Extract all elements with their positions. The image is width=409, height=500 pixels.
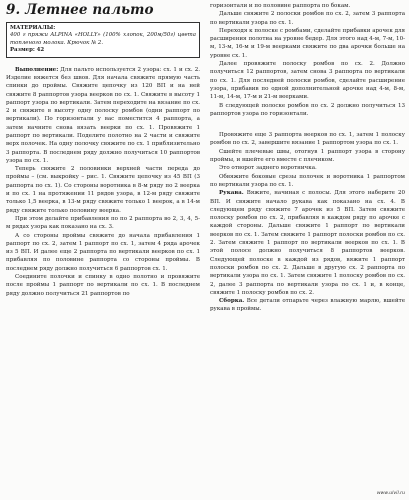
paragraph-right-8: Это отворот заднего воротничка. xyxy=(219,165,317,172)
paragraph-join: Соедините полочки и спинку в одно полотно и провяжите после проймы 1 раппорт по вертикали по сх. 1. В последнем ряду должно получиться 21 раппортов по xyxy=(6,274,200,297)
paragraph-right-3: Переходя к полоске с ромбами, сделайте прибавки арочек для расширения полотна на уровне бедер. Для этого над 4-м, 7-м, 10-м, 13-м, 16-м и 19-м веерками свяжите по два арочки больше на уровне сх. 1. xyxy=(210,27,406,59)
materials-body: 400 г пряжи ALPINA «HOLLY» (100% хлопок, 200м/50г) цвета топленого молока. Крючок № 2. xyxy=(10,32,196,46)
paragraph-increases: При этом делайте прибавления по по 2 раппорта во 2, 3, 4, 5-м рядах узора как показано на сх. 3. xyxy=(6,215,200,231)
sleeves-text: Вяжите, начиная с полосы. Для этого наберите 20 ВП. И свяжите начало рукава как показано на сх. 4. В следующем ряду свяжите 7 арочек из 5 ВП. Затем свяжите полоску ромбов по сх. 2, прибавляя в каждом ряду по арочке с каждой стороны. Дальше свяжите 1 раппорт по вертикали веерков по сх. 1. Затем свяжите 1 раппорт полоски ромбов по сх. 2. Затем свяжите 1 раппорт по вертикали веерков по сх. 1. В этой полосе должно получиться 8 раппортов веерков. Следующей полоске в каждой из рядов, вяжите 1 раппорт полоски ромбов по сх. 2. Дальше в другую сх. 2 раппорта по вертикали узора по сх. 1. Затем свяжите 1 полоску ромбов по сх. 2, далее 3 раппорта по вертикали узора по сх. 1 и, в конце, свяжите 1 полоску ромбов по сх. 2. xyxy=(210,190,405,296)
sleeves-heading: Рукава. xyxy=(219,190,244,197)
article-title: 9. Летнее пальто xyxy=(6,2,154,18)
execution-heading: Выполнение: xyxy=(15,66,59,73)
site-watermark: www.ulvil.ru xyxy=(376,491,405,496)
paragraph-front: Теперь свяжите 2 половинки верхней части переда до проймы – (см. выкройку – рис. 1. Свяжите цепочку из 45 ВП (3 раппорта по сх. 1). Со стороны воротника в 8-м ряду по 2 веерка и по сх. 1 на протяжении 11 рядов узора, в 12-м ряду свяжите только 1,5 веерка, в 13-м ряду свяжите только 1 веерок, а в 14-м ряду свяжите только половину веерка. xyxy=(6,166,200,214)
assembly-text: Все детали отпарьте через влажную марлю, вшейте рукава в проймы. xyxy=(210,298,405,313)
materials-box xyxy=(6,22,200,58)
paragraph-sleeves xyxy=(210,189,405,297)
paragraph-right-5: В следующей полоске ромбов по сх. 2 должно получиться 13 раппортов узора по горизонтали. xyxy=(210,102,405,117)
paragraph-right-1: горизонтали и по половине раппорта по бокам. xyxy=(210,3,351,9)
paragraph-armhole: А со стороны проймы свяжите до начала прибавления 1 раппорт по сх. 2, затем 1 раппорт по сх. 1, затем 4 ряда арочек из 5 ВП. И далее еще 2 раппорта по вертикали веерков по сх. 1 прибавляя по половине раппорта со стороны проймы. В последнем ряду должно получиться 6 раппортов сх. 1. xyxy=(6,232,200,272)
assembly-heading: Сборка. xyxy=(219,298,245,305)
paragraph-right-9: Обвяжите боковые срезы полочек и воротника 1 раппортом по вертикали узора по сх. 1. xyxy=(210,173,405,188)
right-column xyxy=(210,2,405,314)
paragraph-right-6: Провяжите еще 3 раппорта веерков по сх. 1, затем 1 полоску ромбов по сх. 2, завершите вязание 1 раппортом узора по сх. 1. xyxy=(210,132,405,147)
paragraph-right-7: Сшейте плечевые швы, отогнув 1 раппорт узора в сторону проймы, и вшейте его вместе с плечиком. xyxy=(210,148,405,164)
paragraph-right-4: Далее провяжите полоску ромбов по сх. 2. Должно получиться 12 раппортов, затем снова 3 раппорта по вертикали по сх. 1. Для последней полоски ромбов, сделайте расширение узора, прибавив по одной дополнительной арочке над 4-м, 8-м, 11-м, 14-м, 17-м и 21-м веерками. xyxy=(210,61,405,101)
paragraph-right-2: Дальше свяжите 2 полоски ромбов по сх. 2, затем 3 раппорта по вертикали узора по сх. 1. xyxy=(210,11,405,26)
left-column xyxy=(6,22,200,298)
paragraph-execution xyxy=(6,66,200,166)
size-label: Размер: xyxy=(10,47,35,54)
paragraph-assembly xyxy=(210,297,405,314)
materials-heading: МАТЕРИАЛЫ: xyxy=(10,25,56,31)
size-value: 42 xyxy=(36,47,45,54)
execution-text: Для пальто используется 2 узора: сх. 1 и сх. 2. Изделие вяжется без швов. Для начала свяжите прямую часть спинки до проймы. Свяжите цепочку из 120 ВП и на ней свяжите 8 раппортов узора веерков по сх. 1. Свяжите в высоту 1 раппорт узора по вертикали. Затем переходите на вязание по сх. 2 и свяжите в высоту одну полоску ромбов (одни раппорт по вертикали). По горизонтали у вас поместится 4 раппорта, а затем начните снова вязать веерки по сх. 1. Провяжите 1 раппорт по вертикали. Поделите полотно на 2 части и свяжите верх полочек. На одну полочку свяжите по сх. 1 приблизительно 3 раппорта. В последнем ряду должно получиться 10 раппортов узора по сх. 1. xyxy=(6,66,201,164)
